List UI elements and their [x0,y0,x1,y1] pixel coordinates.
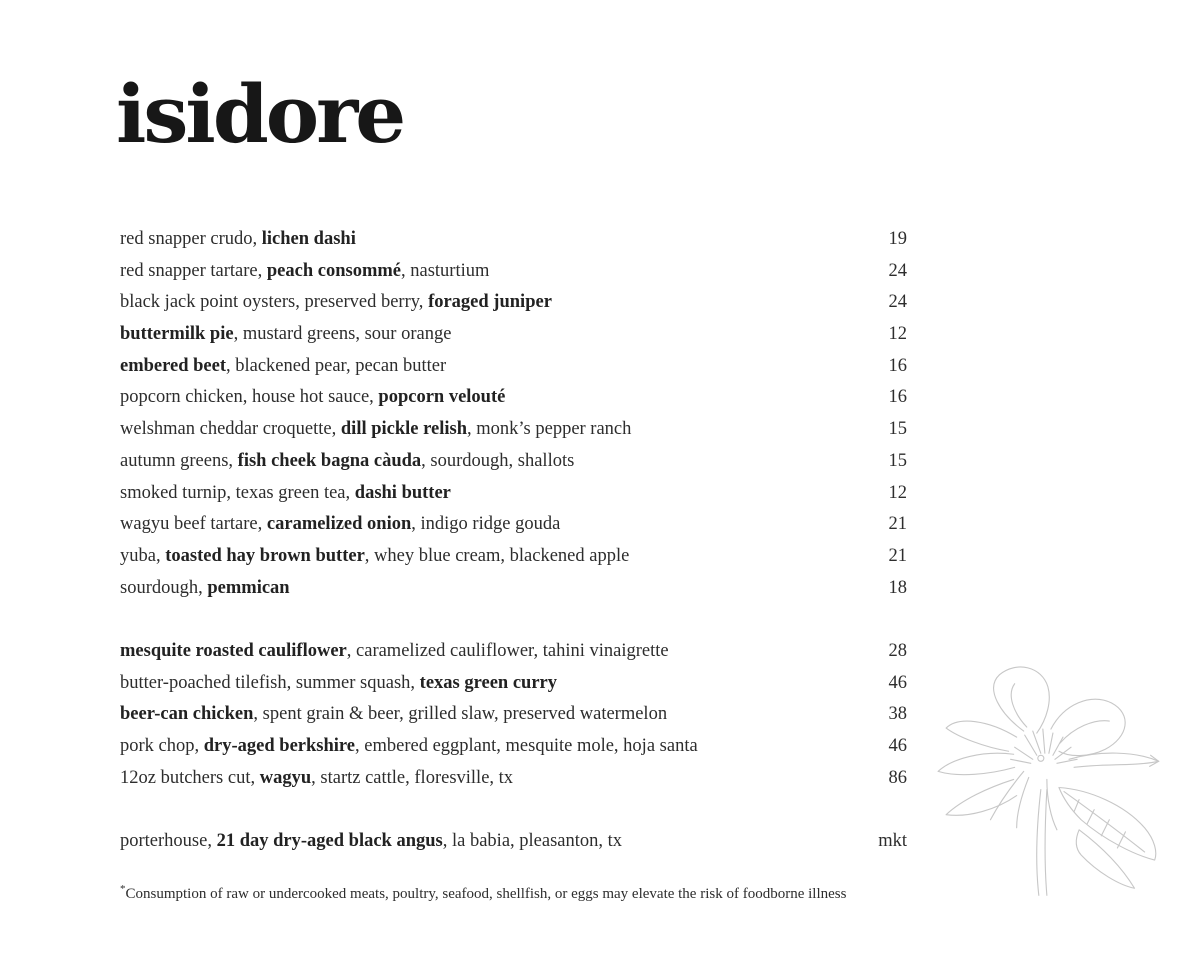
disclaimer-body: Consumption of raw or undercooked meats, poultry, seafood, shellfish, or eggs may elevate the risk of foodborne illness [125,886,847,902]
menu-item-text: buttermilk pie, mustard greens, sour orange [120,324,452,345]
menu-item-text: autumn greens, fish cheek bagna càuda, sourdough, shallots [120,450,575,471]
menu-item-price: 21 [888,514,907,535]
menu-item-text: porterhouse, 21 day dry-aged black angus, la babia, pleasanton, tx [120,831,623,852]
menu-item-price: 16 [888,387,907,408]
menu-item-text: yuba, toasted hay brown butter, whey blue cream, blackened apple [120,545,630,566]
menu-item-text: butter-poached tilefish, summer squash, texas green curry [120,672,558,693]
menu-item-text: welshman cheddar croquette, dill pickle relish, monk’s pepper ranch [120,419,632,440]
menu-item [120,731,907,763]
menu-item-price: 46 [888,736,907,756]
disclaimer-text [120,884,846,904]
restaurant-logo: isidore [116,67,404,161]
menu-item [120,256,907,288]
menu-section-3 [120,826,907,858]
menu-item-price: 38 [888,704,907,725]
menu-item-text: popcorn chicken, house hot sauce, popcorn velouté [120,387,506,408]
menu-item [120,573,907,605]
menu-section-1 [120,224,907,604]
menu-item-text: 12oz butchers cut, wagyu, startz cattle, floresville, tx [120,767,514,788]
menu-item-price: 28 [888,640,907,661]
menu-item-price: 19 [888,229,907,249]
menu-item [120,636,907,668]
menu-item-price: mkt [878,831,907,852]
menu-item [120,414,907,446]
menu-item-text: pork chop, dry-aged berkshire, embered eggplant, mesquite mole, hoja santa [120,736,698,756]
menu-item-price: 12 [888,324,907,345]
menu-item-price: 21 [888,545,907,566]
menu-item-price: 15 [888,450,907,471]
menu-item-price: 46 [888,672,907,693]
menu-item [120,478,907,510]
menu-item [120,382,907,414]
menu-item-price: 24 [888,292,907,313]
menu-section-2 [120,636,907,794]
menu-item-price: 15 [888,419,907,440]
menu-item-text: red snapper tartare, peach consommé, nasturtium [120,260,490,281]
menu-item-text: black jack point oysters, preserved berry, foraged juniper [120,292,552,313]
menu-item [120,446,907,478]
menu-item-text: mesquite roasted cauliflower, caramelized cauliflower, tahini vinaigrette [120,640,669,661]
menu-item-price: 18 [888,577,907,598]
menu-item [120,826,907,858]
menu-item-text: beer-can chicken, spent grain & beer, grilled slaw, preserved watermelon [120,704,668,725]
menu-item-text: red snapper crudo, lichen dashi [120,229,356,249]
menu-item [120,509,907,541]
menu-item-text: wagyu beef tartare, caramelized onion, indigo ridge gouda [120,514,561,535]
menu-item [120,351,907,383]
menu [120,224,907,858]
menu-item [120,541,907,573]
menu-item-text: sourdough, pemmican [120,577,290,598]
menu-item-price: 86 [888,767,907,788]
menu-item-text: embered beet, blackened pear, pecan butter [120,355,447,376]
menu-item-price: 16 [888,355,907,376]
menu-item [120,668,907,700]
menu-item-price: 12 [888,482,907,503]
disclaimer-asterisk: * [120,883,126,895]
menu-item-price: 24 [888,260,907,281]
flower-illustration [928,658,1200,916]
menu-item-text: smoked turnip, texas green tea, dashi butter [120,482,451,503]
menu-item [120,319,907,351]
menu-item [120,699,907,731]
menu-item [120,763,907,795]
menu-item [120,287,907,319]
menu-item [120,224,907,256]
